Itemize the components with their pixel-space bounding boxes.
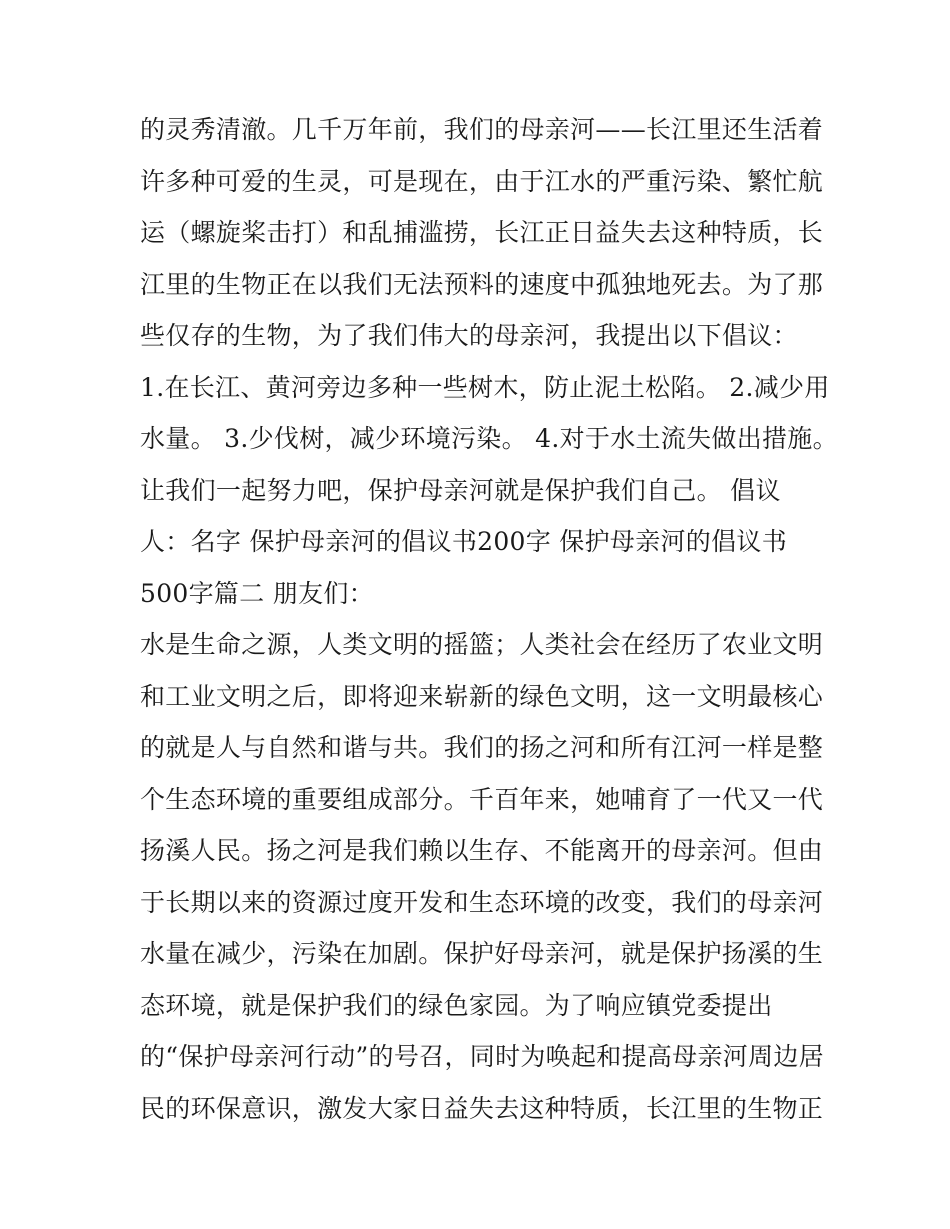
text-line-9: 人：名字 保护母亲河的倡议书200字 保护母亲河的倡议书 [140, 527, 788, 556]
text-line-15: 扬溪人民。扬之河是我们赖以生存、不能离开的母亲河。但由 [140, 836, 824, 865]
text-line-6: 1.在长江、黄河旁边多种一些树木，防止泥土松陷。 2.减少用 [140, 372, 830, 402]
text-line-19: 的“保护母亲河行动”的号召，同时为唤起和提高母亲河周边居 [140, 1042, 824, 1071]
text-line-14: 个生态环境的重要组成部分。千百年来，她哺育了一代又一代 [140, 784, 824, 814]
text-line-10: 500字篇二 朋友们： [140, 578, 374, 608]
text-line-13: 的就是人与自然和谐与共。我们的扬之河和所有江河一样是整 [140, 733, 824, 762]
text-line-18: 态环境，就是保护我们的绿色家园。为了响应镇党委提出 [140, 990, 773, 1020]
text-line-12: 和工业文明之后，即将迎来崭新的绿色文明，这一文明最核心 [140, 681, 824, 711]
text-line-8: 让我们一起努力吧，保护母亲河就是保护我们自己。 倡议 [140, 475, 781, 505]
text-line-4: 江里的生物正在以我们无法预料的速度中孤独地死去。为了那 [140, 269, 824, 299]
text-line-3: 运（螺旋桨击打）和乱捕滥捞，长江正日益失去这种特质，长 [140, 218, 824, 247]
body-text [140, 104, 838, 1134]
text-line-7: 水量。 3.少伐树，减少环境污染。 4.对于水土流失做出措施。 [140, 424, 838, 453]
text-line-1: 的灵秀清澈。几千万年前，我们的母亲河——长江里还生活着 [140, 115, 824, 144]
text-line-17: 水量在减少，污染在加剧。保护好母亲河，就是保护扬溪的生 [140, 939, 824, 968]
text-line-20: 民的环保意识，激发大家日益失去这种特质，长江里的生物正 [140, 1093, 824, 1123]
text-line-2: 许多种可爱的生灵，可是现在，由于江水的严重污染、繁忙航 [140, 166, 824, 196]
text-line-11: 水是生命之源，人类文明的摇篮；人类社会在经历了农业文明 [140, 630, 824, 659]
text-line-16: 于长期以来的资源过度开发和生态环境的改变，我们的母亲河 [140, 887, 824, 917]
text-line-5: 些仅存的生物，为了我们伟大的母亲河，我提出以下倡议： [140, 321, 798, 350]
